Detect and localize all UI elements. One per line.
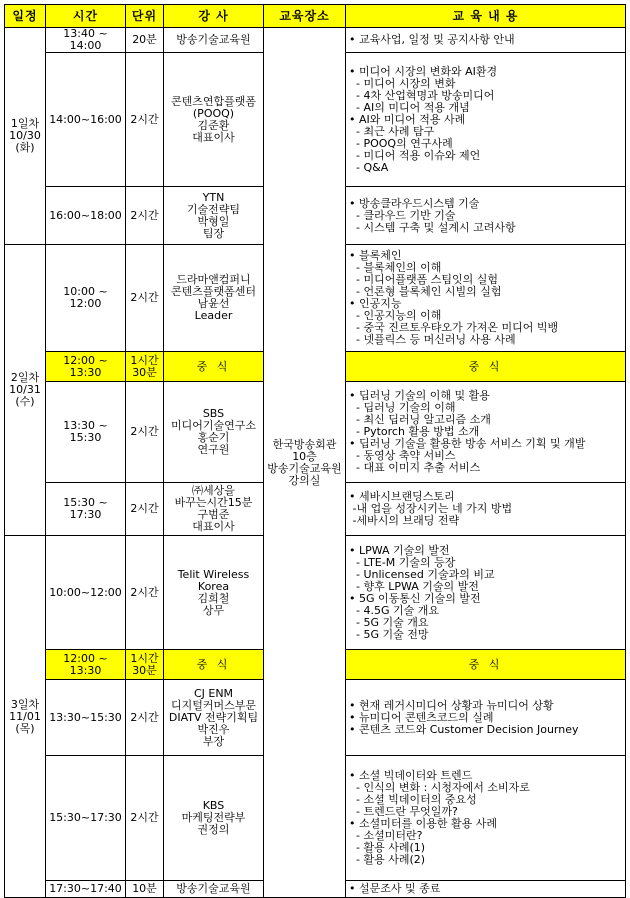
content-line: - AI의 미디어 적용 개념 <box>349 100 470 114</box>
schedule-body <box>5 28 626 898</box>
instructor-line: 디지털커머스부문 <box>170 698 256 712</box>
instructor-cell <box>164 245 264 352</box>
content-line: • 콘텐츠 코드와 Customer Decision Journey <box>349 722 579 736</box>
unit-line: 30분 <box>132 365 157 379</box>
instructor-cell <box>164 536 264 650</box>
content-line: • 블록체인 <box>349 249 402 262</box>
instructor-line: 대표이사 <box>192 130 235 144</box>
lunch-label <box>164 650 264 680</box>
content-line: - 5G 기술 전망 <box>349 627 429 641</box>
instructor-line: Leader <box>194 309 233 322</box>
content-cell <box>346 483 626 536</box>
unit-cell <box>126 536 164 650</box>
day-label-line: 11/01 <box>9 709 41 723</box>
header-content: 교 육 내 용 <box>346 5 626 28</box>
header-venue: 교육장소 <box>264 5 346 28</box>
day-cell <box>5 536 46 898</box>
unit-line: 1시간 <box>130 651 159 665</box>
content-line: - 5G 기술 개요 <box>349 615 429 629</box>
unit-line: 30분 <box>132 663 157 677</box>
time-cell: 14:00~16:00 <box>46 53 126 187</box>
instructor-line: 미디어기술연구소 <box>170 419 256 432</box>
instructor-cell <box>164 187 264 245</box>
content-cell <box>346 382 626 483</box>
instructor-line: 박형일 <box>197 214 230 228</box>
content-line: - 트렌드란 무엇일까? <box>349 805 458 818</box>
time-cell: 13:30~15:30 <box>46 680 126 756</box>
header-time: 시간 <box>46 5 126 28</box>
content-cell <box>346 245 626 352</box>
instructor-line: 마케팅전략부 <box>181 811 246 824</box>
unit-line: 2시간 <box>130 291 159 304</box>
unit-line: 1시간 <box>130 353 159 367</box>
schedule-table <box>4 4 626 898</box>
day-label-line: 3일차 <box>10 697 40 711</box>
content-line: - 소셜미터란? <box>349 829 423 842</box>
instructor-cell <box>164 756 264 881</box>
content-line: - Unlicensed 기술과의 비교 <box>349 567 495 581</box>
lunch-label <box>164 352 264 382</box>
instructor-cell <box>164 28 264 53</box>
instructor-line: 구범준 <box>197 508 230 521</box>
lunch-content <box>346 650 626 680</box>
instructor-line: 중 식 <box>196 359 231 373</box>
day-label-line: 10/30 <box>9 129 41 142</box>
time-cell: 10:00~12:00 <box>46 536 126 650</box>
instructor-line: 방송기술교육원 <box>176 882 251 895</box>
content-line: • 교육사업, 일정 및 공지사항 안내 <box>349 33 515 46</box>
day-label-line: 2일차 <box>10 371 40 384</box>
unit-line: 2시간 <box>130 208 159 222</box>
instructor-line: Korea <box>197 579 230 593</box>
time-cell: 10:00 ~ 12:00 <box>46 245 126 352</box>
day-cell <box>5 245 46 536</box>
day-label-line: (수) <box>15 395 35 408</box>
content-line: • 인공지능 <box>349 297 402 310</box>
content-line: - Pytorch 활용 방법 소개 <box>349 425 480 438</box>
day-label-line: (목) <box>15 721 35 735</box>
unit-cell <box>126 756 164 881</box>
content-line: - 활용 사례(1) <box>349 841 426 854</box>
day-cell <box>5 28 46 245</box>
unit-line: 2시간 <box>130 811 159 824</box>
instructor-line: SBS <box>202 407 225 420</box>
content-line: • AI와 미디어 적용 사례 <box>349 112 466 126</box>
content-line: - 인공지능의 이해 <box>349 309 442 322</box>
unit-cell <box>126 352 164 382</box>
unit-cell <box>126 245 164 352</box>
instructor-line: 권정의 <box>197 823 230 836</box>
unit-cell <box>126 881 164 898</box>
header-instructor: 강 사 <box>164 5 264 28</box>
content-line: - 시스템 구축 및 설계시 고려사항 <box>349 220 516 234</box>
content-line: - 딥러닝 기술의 이해 <box>349 401 456 414</box>
content-cell <box>346 187 626 245</box>
lunch-content <box>346 352 626 382</box>
instructor-cell <box>164 483 264 536</box>
instructor-line: 김준환 <box>197 118 230 132</box>
instructor-line: 남윤선 <box>197 297 230 310</box>
venue-line: 한국방송회관 <box>272 437 337 451</box>
unit-cell <box>126 28 164 53</box>
content-line: - 활용 사례(2) <box>349 853 426 866</box>
instructor-line: ㈜세상을 <box>192 484 235 497</box>
content-line: - 블록체인의 이해 <box>349 261 442 274</box>
content-cell <box>346 28 626 53</box>
content-line: • 뉴미디어 콘텐츠코드의 실례 <box>349 710 494 724</box>
content-line: - 언론형 블록체인 시빌의 실험 <box>349 285 502 298</box>
time-cell: 13:30 ~ 15:30 <box>46 382 126 483</box>
content-line: - 미디어 적용 이슈와 제언 <box>349 148 481 162</box>
instructor-cell <box>164 881 264 898</box>
instructor-line: 팀장 <box>202 226 225 240</box>
time-cell: 13:40 ~ 14:00 <box>46 28 126 53</box>
instructor-line: 김희철 <box>197 591 230 605</box>
instructor-line: 상무 <box>202 603 225 617</box>
time-cell: 12:00 ~ 13:30 <box>46 650 126 680</box>
day-label-line: 1일차 <box>10 117 40 130</box>
content-line: - 향후 LPWA 기술의 발전 <box>349 579 479 593</box>
content-line: • 소셜 빅데이터와 트렌드 <box>349 769 473 782</box>
instructor-line: 중 식 <box>196 657 231 671</box>
content-line: - 넷플릭스 등 머신러닝 사용 사례 <box>349 333 516 346</box>
lunch-content-text: 중 식 <box>468 657 503 671</box>
instructor-cell <box>164 680 264 756</box>
instructor-line: KBS <box>202 799 225 812</box>
lunch-content-text: 중 식 <box>468 359 503 373</box>
time-cell: 16:00~18:00 <box>46 187 126 245</box>
instructor-cell <box>164 382 264 483</box>
day-label-line: (화) <box>15 141 35 154</box>
unit-line: 2시간 <box>130 710 159 724</box>
unit-line: 2시간 <box>130 425 159 438</box>
instructor-line: 방송기술교육원 <box>176 33 251 46</box>
unit-line: 2시간 <box>130 585 159 599</box>
header-unit: 단위 <box>126 5 164 28</box>
content-line: • 설문조사 및 종료 <box>349 882 441 895</box>
content-line: • LPWA 기술의 발전 <box>349 543 450 557</box>
venue-line: 방송기술교육원 <box>267 461 342 475</box>
instructor-line: 홍순기 <box>197 431 230 444</box>
time-cell: 12:00 ~ 13:30 <box>46 352 126 382</box>
unit-cell <box>126 382 164 483</box>
unit-cell <box>126 187 164 245</box>
content-line: - 미디어플랫폼 스팀잇의 실험 <box>349 273 498 286</box>
content-line: - 동영상 축약 서비스 <box>349 449 456 462</box>
content-cell <box>346 756 626 881</box>
content-line: - 4.5G 기술 개요 <box>349 603 439 617</box>
unit-cell <box>126 650 164 680</box>
day-label-line: 10/31 <box>9 383 41 396</box>
content-line: - LTE-M 기술의 등장 <box>349 555 456 569</box>
content-line: - 중국 진르토우탸오가 가져온 미디어 빅뱅 <box>349 321 559 334</box>
unit-cell <box>126 53 164 187</box>
content-line: - 대표 이미지 추출 서비스 <box>349 461 481 474</box>
venue-cell <box>264 28 346 898</box>
instructor-line: 콘텐츠플랫폼센터 <box>170 285 256 298</box>
content-line: • 소셜미터를 이용한 활용 사례 <box>349 817 497 830</box>
instructor-line: 부장 <box>202 734 225 748</box>
time-cell: 15:30~17:30 <box>46 756 126 881</box>
content-line: - 미디어 시장의 변화 <box>349 76 456 90</box>
instructor-line: 박진우 <box>197 722 230 736</box>
instructor-line: CJ ENM <box>193 686 234 700</box>
instructor-line: DIATV 전략기획팀 <box>168 710 259 724</box>
content-line: -내 업을 성장시키는 네 가지 방법 <box>349 502 513 515</box>
content-line: - 인식의 변화 : 시청자에서 소비자로 <box>349 781 530 794</box>
content-line: • 딥러닝 기술의 이해 및 활용 <box>349 389 490 402</box>
content-cell <box>346 881 626 898</box>
instructor-line: Telit Wireless <box>177 567 250 581</box>
content-cell <box>346 536 626 650</box>
instructor-line: 콘텐츠연합플랫폼 <box>170 94 256 108</box>
instructor-line: 드라마앤컴퍼니 <box>176 273 251 286</box>
unit-line: 20분 <box>132 33 157 46</box>
content-line: - 소셜 빅데이터의 중요성 <box>349 793 477 806</box>
content-line: - 클라우드 기반 기술 <box>349 208 456 222</box>
venue-line: 강의실 <box>288 473 321 487</box>
content-line: • 방송클라우드시스템 기술 <box>349 196 480 210</box>
time-cell: 17:30~17:40 <box>46 881 126 898</box>
header-day: 일정 <box>5 5 46 28</box>
instructor-cell <box>164 53 264 187</box>
unit-line: 2시간 <box>130 112 159 126</box>
content-line: - Q&A <box>349 160 389 174</box>
instructor-line: YTN <box>202 190 225 204</box>
content-line: - POOQ의 연구사례 <box>349 136 453 150</box>
instructor-line: 바꾸는시간15분 <box>174 496 253 509</box>
time-cell: 15:30 ~ 17:30 <box>46 483 126 536</box>
content-line: • 현재 레거시미디어 상황과 뉴미디어 상황 <box>349 698 554 712</box>
unit-cell <box>126 680 164 756</box>
venue-line: 10층 <box>292 449 317 463</box>
content-line: • 세바시브랜딩스토리 <box>349 490 455 503</box>
session-row <box>5 28 626 53</box>
content-line: - 최신 딥러닝 알고리즘 소개 <box>349 413 491 426</box>
content-line: - 4차 산업혁명과 방송미디어 <box>349 88 495 102</box>
content-cell <box>346 680 626 756</box>
instructor-line: 기술전략팀 <box>186 202 241 216</box>
unit-cell <box>126 483 164 536</box>
unit-line: 10분 <box>132 882 157 895</box>
unit-line: 2시간 <box>130 502 159 515</box>
content-line: • 5G 이동통신 기술의 발전 <box>349 591 481 605</box>
instructor-line: (POOQ) <box>192 106 235 120</box>
header-row <box>5 5 626 28</box>
content-line: • 미디어 시장의 변화와 AI환경 <box>349 64 498 78</box>
content-cell <box>346 53 626 187</box>
content-line: -세바시의 브래딩 전략 <box>349 514 460 527</box>
instructor-line: 연구원 <box>197 443 230 456</box>
content-line: - 최근 사례 탐구 <box>349 124 435 138</box>
instructor-line: 대표이사 <box>192 520 235 533</box>
content-line: • 딥러닝 기술을 활용한 방송 서비스 기획 및 개발 <box>349 437 586 450</box>
